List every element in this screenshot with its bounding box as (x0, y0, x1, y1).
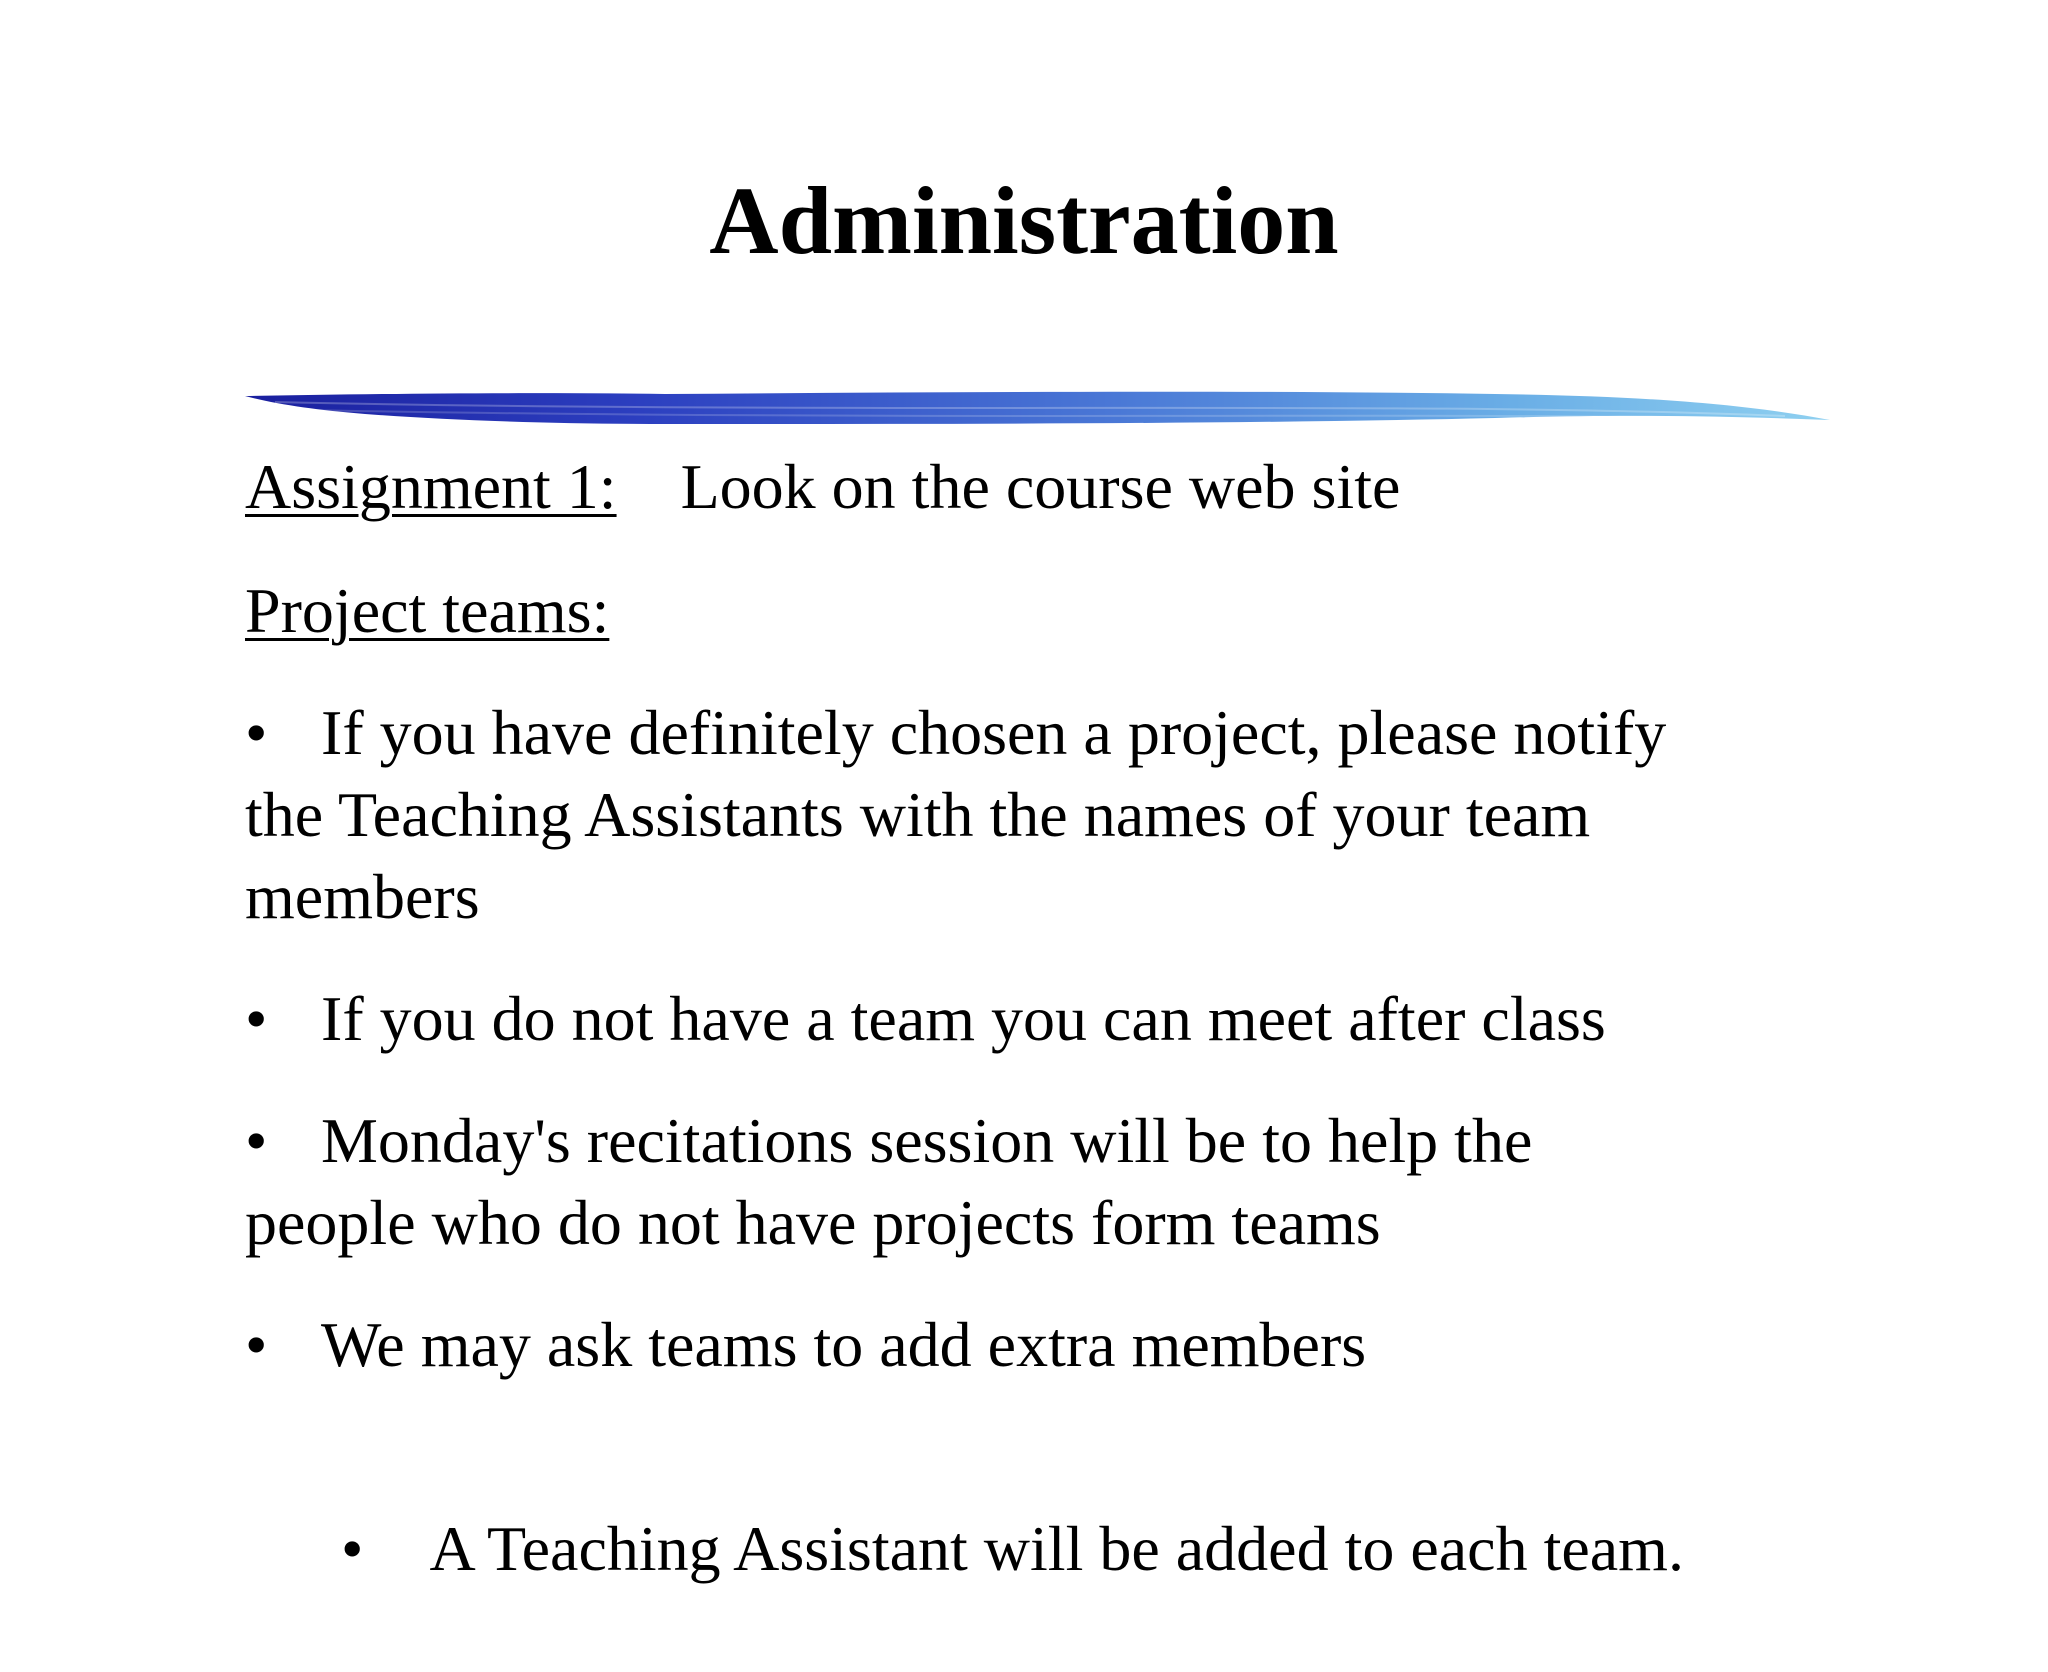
bullet-text: We may ask teams to add extra members (321, 1309, 1367, 1380)
bullet-marker: • (245, 1309, 268, 1380)
slide-title: Administration (709, 167, 1339, 274)
bullet-line (245, 1182, 1381, 1264)
assignment-label: Assignment 1: (245, 451, 617, 522)
bullet-text: people who do not have projects form teams (245, 1187, 1381, 1258)
bullet-line (245, 978, 1606, 1060)
bullet-text: members (245, 861, 480, 932)
bullet-line (245, 692, 1666, 774)
bullet-line (245, 1426, 1684, 1672)
bullet-text: If you have definitely chosen a project, please notify (321, 697, 1667, 768)
bullet-marker: • (245, 1105, 268, 1176)
bullet-text: the Teaching Assistants with the names of your team (245, 779, 1591, 850)
slide-body (245, 0, 1865, 1584)
assignment-text: Look on the course web site (680, 451, 1401, 522)
bullet-line (245, 1100, 1532, 1182)
bullet-marker: • (245, 697, 268, 768)
project-teams-label: Project teams: (245, 575, 610, 646)
bullet-line (245, 1304, 1366, 1386)
bullet-text: A Teaching Assistant will be added to each team. (417, 1513, 1684, 1584)
bullet-line (245, 774, 1590, 856)
bullet-text: Monday's recitations session will be to help the (321, 1105, 1533, 1176)
project-teams-line (245, 570, 609, 652)
bullet-line (245, 856, 480, 938)
assignment-line (245, 446, 1400, 528)
bullet-marker: • (245, 983, 268, 1054)
bullet-text: If you do not have a team you can meet after class (321, 983, 1606, 1054)
bullet-marker: • (341, 1513, 364, 1584)
